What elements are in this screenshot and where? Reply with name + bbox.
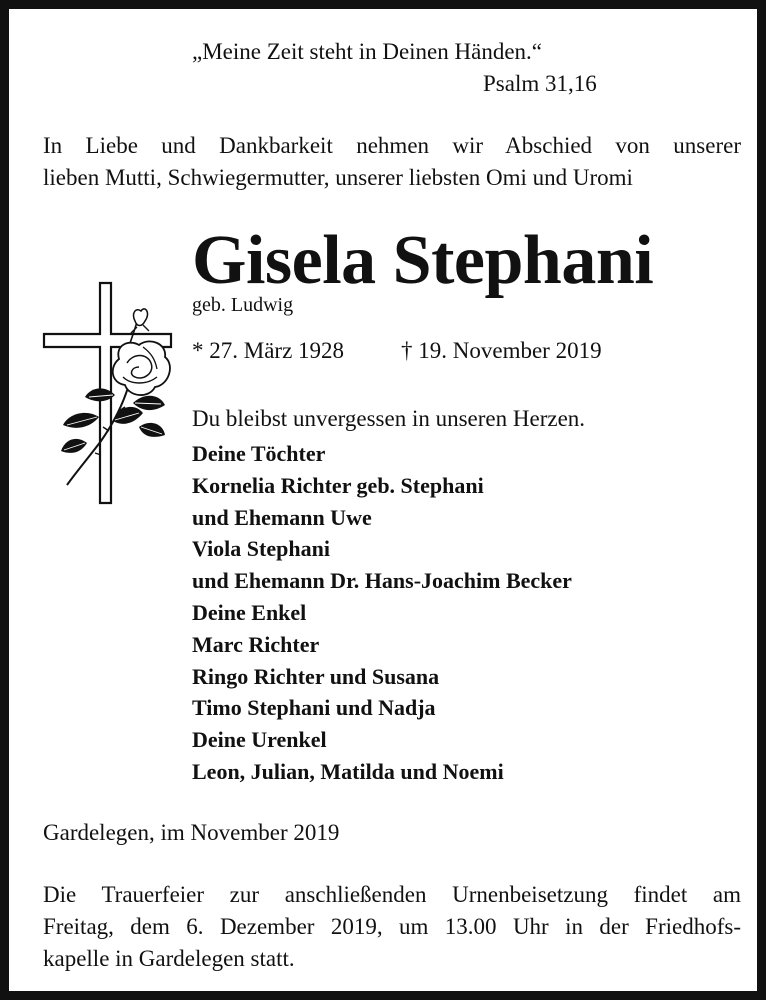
cross-with-rose-icon [39, 281, 179, 509]
psalm-reference: Psalm 31,16 [483, 71, 597, 96]
mourner-line: Kornelia Richter geb. Stephani [192, 472, 484, 498]
intro-line-1: In Liebe und Dankbarkeit nehmen wir Abschied von unserer [43, 133, 741, 158]
psalm-quote: „Meine Zeit steht in Deinen Händen.“ [192, 39, 542, 64]
service-line-1: Die Trauerfeier zur anschließenden Urnenbeisetzung findet am [43, 882, 741, 907]
deceased-name: Gisela Stephani [192, 222, 654, 299]
intro-line-2: lieben Mutti, Schwiegermutter, unserer liebsten Omi und Uromi [43, 165, 633, 190]
mourner-line: Marc Richter [192, 631, 320, 657]
mourner-line: und Ehemann Uwe [192, 504, 372, 530]
mourner-line: Viola Stephani [192, 536, 330, 562]
place-and-date: Gardelegen, im November 2019 [43, 820, 340, 845]
mourner-line: Leon, Julian, Matilda und Noemi [192, 758, 504, 784]
mourner-line: Deine Urenkel [192, 727, 327, 753]
mourner-line: Ringo Richter und Susana [192, 663, 440, 689]
mourner-line: Deine Enkel [192, 599, 307, 625]
service-line-2: Freitag, dem 6. Dezember 2019, um 13.00 Uhr in der Friedhofs- [43, 914, 741, 939]
mourner-line: Timo Stephani und Nadja [192, 695, 436, 721]
mourner-line: Deine Töchter [192, 441, 326, 466]
death-date: † 19. November 2019 [401, 338, 602, 363]
birth-date: * 27. März 1928 [192, 338, 345, 363]
service-line-3: kapelle in Gardelegen statt. [43, 946, 295, 971]
mourner-line: und Ehemann Dr. Hans-Joachim Becker [192, 568, 572, 594]
mourners-list [192, 438, 572, 788]
farewell-motto: Du bleibst unvergessen in unseren Herzen. [192, 406, 586, 431]
maiden-name: geb. Ludwig [192, 294, 294, 316]
